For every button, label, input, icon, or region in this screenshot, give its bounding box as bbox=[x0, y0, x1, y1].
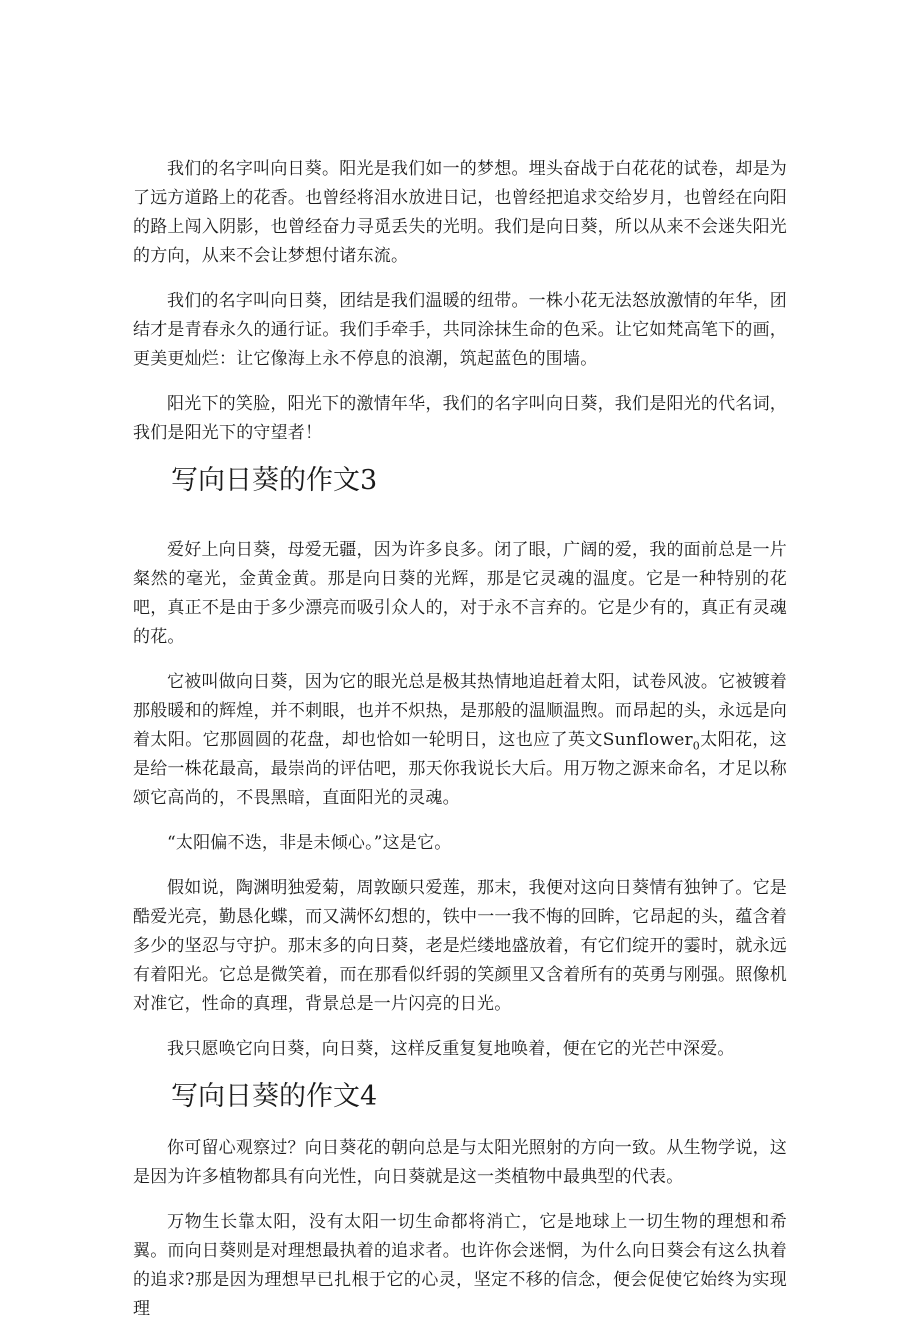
document-page bbox=[133, 155, 787, 1340]
paragraph: 我们的名字叫向日葵，团结是我们温暖的纽带。一株小花无法怒放激情的年华，团结才是青春永久的通行证。我们手牵手，共同涂抹生命的色采。让它如梵高笔下的画，更美更灿烂：让它像海上永不停息的浪潮，筑起蓝色的围墙。 bbox=[133, 291, 787, 369]
paragraph: 你可留心观察过？向日葵花的朝向总是与太阳光照射的方向一致。从生物学说，这是因为许多植物都具有向光性，向日葵就是这一类植物中最典型的代表。 bbox=[133, 1138, 787, 1187]
paragraph: 阳光下的笑脸，阳光下的激情年华，我们的名字叫向日葵，我们是阳光的代名词，我们是阳光下的守望者！ bbox=[133, 394, 787, 443]
paragraph: 万物生长靠太阳，没有太阳一切生命都将消亡，它是地球上一切生物的理想和希翼。而向日葵则是对理想最执着的追求者。也许你会迷惘，为什么向日葵会有这么执着的追求?那是因为理想早已扎根于它的心灵，坚定不移的信念，便会促使它始终为实现理 bbox=[133, 1212, 787, 1319]
paragraph bbox=[133, 668, 787, 813]
paragraph: 假如说，陶渊明独爱菊，周敦颐只爱莲，那末，我便对这向日葵情有独钟了。它是酷爱光亮，勤恳化蝶，而又满怀幻想的，铁中一一我不悔的回眸，它昂起的头，蕴含着多少的坚忍与守护。那末多的向日葵，老是烂缕地盛放着，有它们绽开的霎时，就永远有着阳光。它总是微笑着，而在那看似纤弱的笑颜里又含着所有的英勇与刚强。照像机对准它，性命的真理，背景总是一片闪亮的日光。 bbox=[133, 878, 787, 1014]
paragraph-text: 它被叫做向日葵，因为它的眼光总是极其热情地追赶着太阳，试卷风波。它被镀着那般暖和的辉煌，并不刺眼，也并不炽热，是那般的温顺温煦。而昂起的头，永远是向着太阳。它那圆圆的花盘，却也恰如一轮明日，这也应了英文Sunflower bbox=[133, 672, 787, 750]
paragraph: “太阳偏不迭，非是未倾心。”这是它。 bbox=[167, 833, 452, 853]
paragraph: 爱好上向日葵，母爱无疆，因为许多良多。闭了眼，广阔的爱，我的面前总是一片粲然的毫光，金黄金黄。那是向日葵的光辉，那是它灵魂的温度。它是一种特别的花吧，真正不是由于多少漂亮而吸引众人的，对于永不言弃的。它是少有的，真正有灵魂的花。 bbox=[133, 540, 787, 647]
paragraph: 我们的名字叫向日葵。阳光是我们如一的梦想。埋头奋战于白花花的试卷，却是为了远方道路上的花香。也曾经将泪水放进日记，也曾经把追求交给岁月，也曾经在向阳的路上闯入阴影，也曾经奋力寻觅丢失的光明。我们是向日葵，所以从来不会迷失阳光的方向，从来不会让梦想付诸东流。 bbox=[133, 159, 787, 266]
paragraph-text: 太阳花，这是给一株花最高，最崇尚的评估吧，那天你我说长大后。用万物之源来命名，才足以称颂它高尚的，不畏黑暗，直面阳光的灵魂。 bbox=[133, 730, 787, 808]
section-heading-3: 写向日葵的作文3 bbox=[171, 465, 378, 496]
section-heading-4: 写向日葵的作文4 bbox=[171, 1081, 378, 1112]
paragraph: 我只愿唤它向日葵，向日葵，这样反重复复地唤着，便在它的光芒中深爱。 bbox=[167, 1039, 735, 1059]
footnote-subscript: 0 bbox=[692, 739, 700, 753]
